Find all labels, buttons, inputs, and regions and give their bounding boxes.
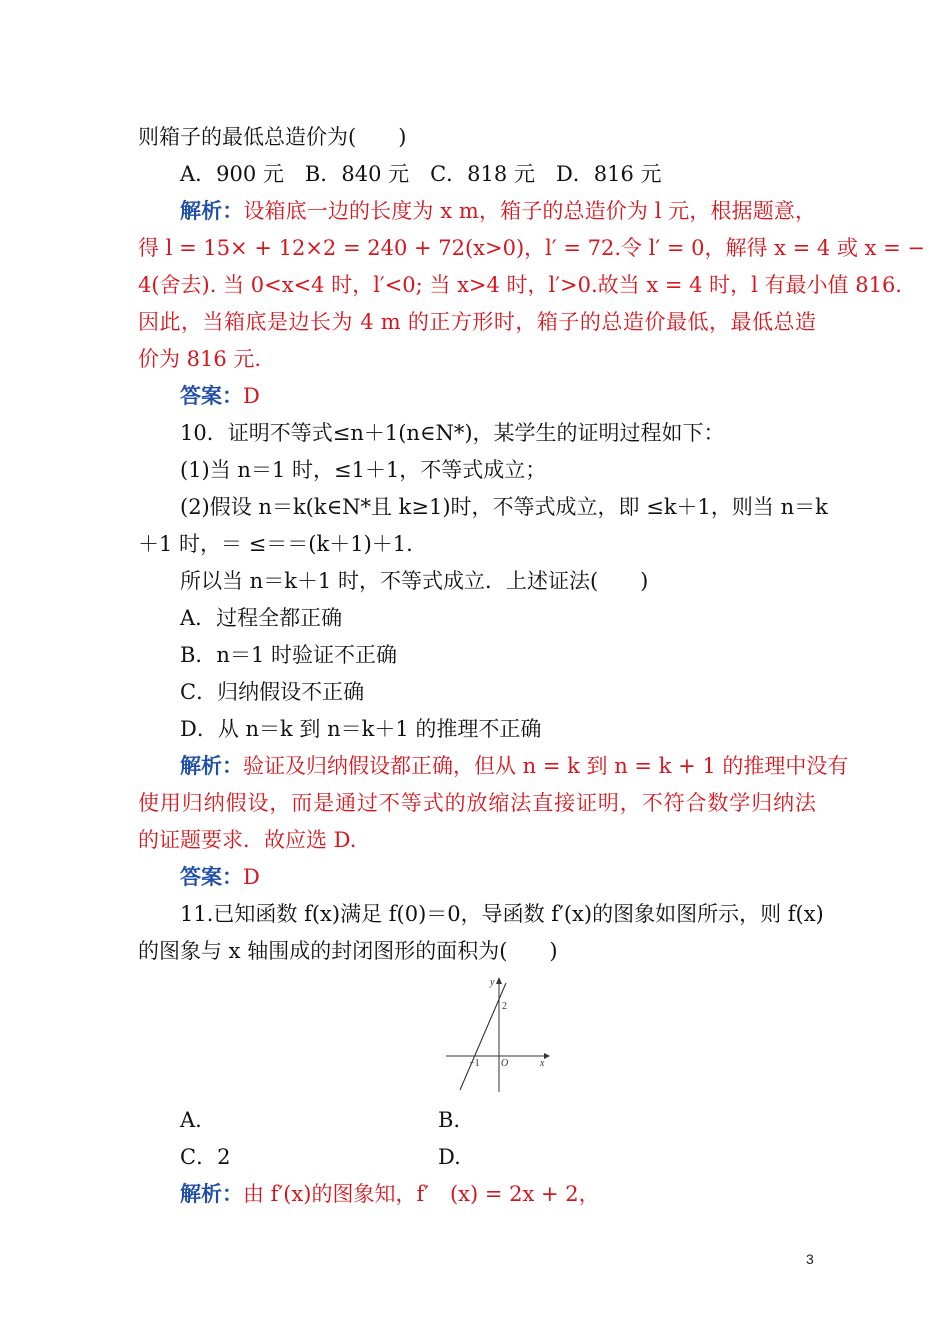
solution-line: [180, 752, 849, 780]
x-tick-label: −1: [469, 1058, 480, 1069]
solution-line: 价为 816 元.: [138, 347, 262, 371]
q11-option-b: B.: [438, 1108, 461, 1132]
y-axis-label: y: [490, 977, 495, 988]
q11-option-d: D.: [438, 1145, 461, 1169]
proof-step-1: (1)当 n＝1 时，≤1＋1，不等式成立；: [180, 458, 547, 482]
q10-option-a: A．过程全都正确: [180, 606, 343, 630]
q10-option-d: D．从 n＝k 到 n＝k＋1 的推理不正确: [180, 717, 542, 741]
q10-option-c: C．归纳假设不正确: [180, 680, 365, 704]
origin-label: O: [501, 1058, 509, 1069]
proof-step-2: (2)假设 n＝k(k∈N*且 k≥1)时，不等式成立，即 ≤k＋1，则当 n＝k: [180, 495, 828, 519]
answer-line: [180, 382, 816, 410]
proof-conclusion: 所以当 n＝k＋1 时，不等式成立．上述证法( ): [180, 569, 649, 593]
q10-option-b: B．n＝1 时验证不正确: [180, 643, 397, 667]
question-11-stem-cont: 的图象与 x 轴围成的封闭图形的面积为( ): [138, 939, 558, 963]
answer-value: D: [243, 384, 260, 408]
proof-step-2-cont: ＋1 时，＝ ≤＝＝(k＋1)＋1.: [138, 532, 413, 556]
solution-label: 解析：: [180, 199, 244, 223]
derivative-graph: [440, 970, 560, 1096]
question-11-stem: 11.已知函数 f(x)满足 f(0)＝0，导函数 f′(x)的图象如图所示，则 f(x): [180, 902, 824, 926]
x-axis-label: x: [540, 1058, 545, 1069]
solution-line: 得 l = 15× + 12×2 = 240 + 72(x>0)，l′ = 72.令 l′ = 0，解得 x = 4 或 x = −: [138, 236, 926, 260]
answer-line: [180, 863, 816, 891]
solution-line: 使用归纳假设，而是通过不等式的放缩法直接证明，不符合数学归纳法: [138, 791, 816, 815]
solution-label: 解析：: [180, 754, 243, 778]
solution-line: 因此，当箱底是边长为 4 m 的正方形时，箱子的总造价最低，最低总造: [138, 310, 816, 334]
solution-line: [180, 197, 816, 225]
q9-options: A．900 元 B．840 元 C．818 元 D．816 元: [180, 162, 662, 186]
solution-text: 由 f′(x)的图象知，f′ (x) = 2x + 2，: [243, 1182, 600, 1206]
solution-line: 4(舍去). 当 0<x<4 时，l′<0; 当 x>4 时，l′>0.故当 x = 4 时，l 有最小值 816.: [138, 273, 902, 297]
solution-text: 验证及归纳假设都正确，但从 n = k 到 n = k + 1 的推理中没有: [243, 754, 849, 778]
x-axis-arrow-icon: [544, 1053, 550, 1059]
question-10-stem: 10．证明不等式≤n＋1(n∈N*)，某学生的证明过程如下：: [180, 421, 725, 445]
answer-label: 答案：: [180, 865, 243, 889]
q11-option-c: C．2: [180, 1145, 231, 1169]
y-tick-label: 2: [502, 1001, 507, 1012]
page-number: 3: [806, 1251, 814, 1267]
solution-text: 设箱底一边的长度为 x m，箱子的总造价为 l 元，根据题意，: [243, 199, 817, 223]
q11-option-a: A.: [180, 1108, 202, 1132]
y-axis-arrow-icon: [496, 977, 502, 984]
solution-line: 的证题要求．故应选 D.: [138, 828, 357, 852]
solution-line: [180, 1180, 816, 1208]
answer-value: D: [243, 865, 260, 889]
question-intro-line: 则箱子的最低总造价为( ): [138, 125, 407, 149]
answer-label: 答案：: [180, 384, 243, 408]
solution-label: 解析：: [180, 1182, 243, 1206]
